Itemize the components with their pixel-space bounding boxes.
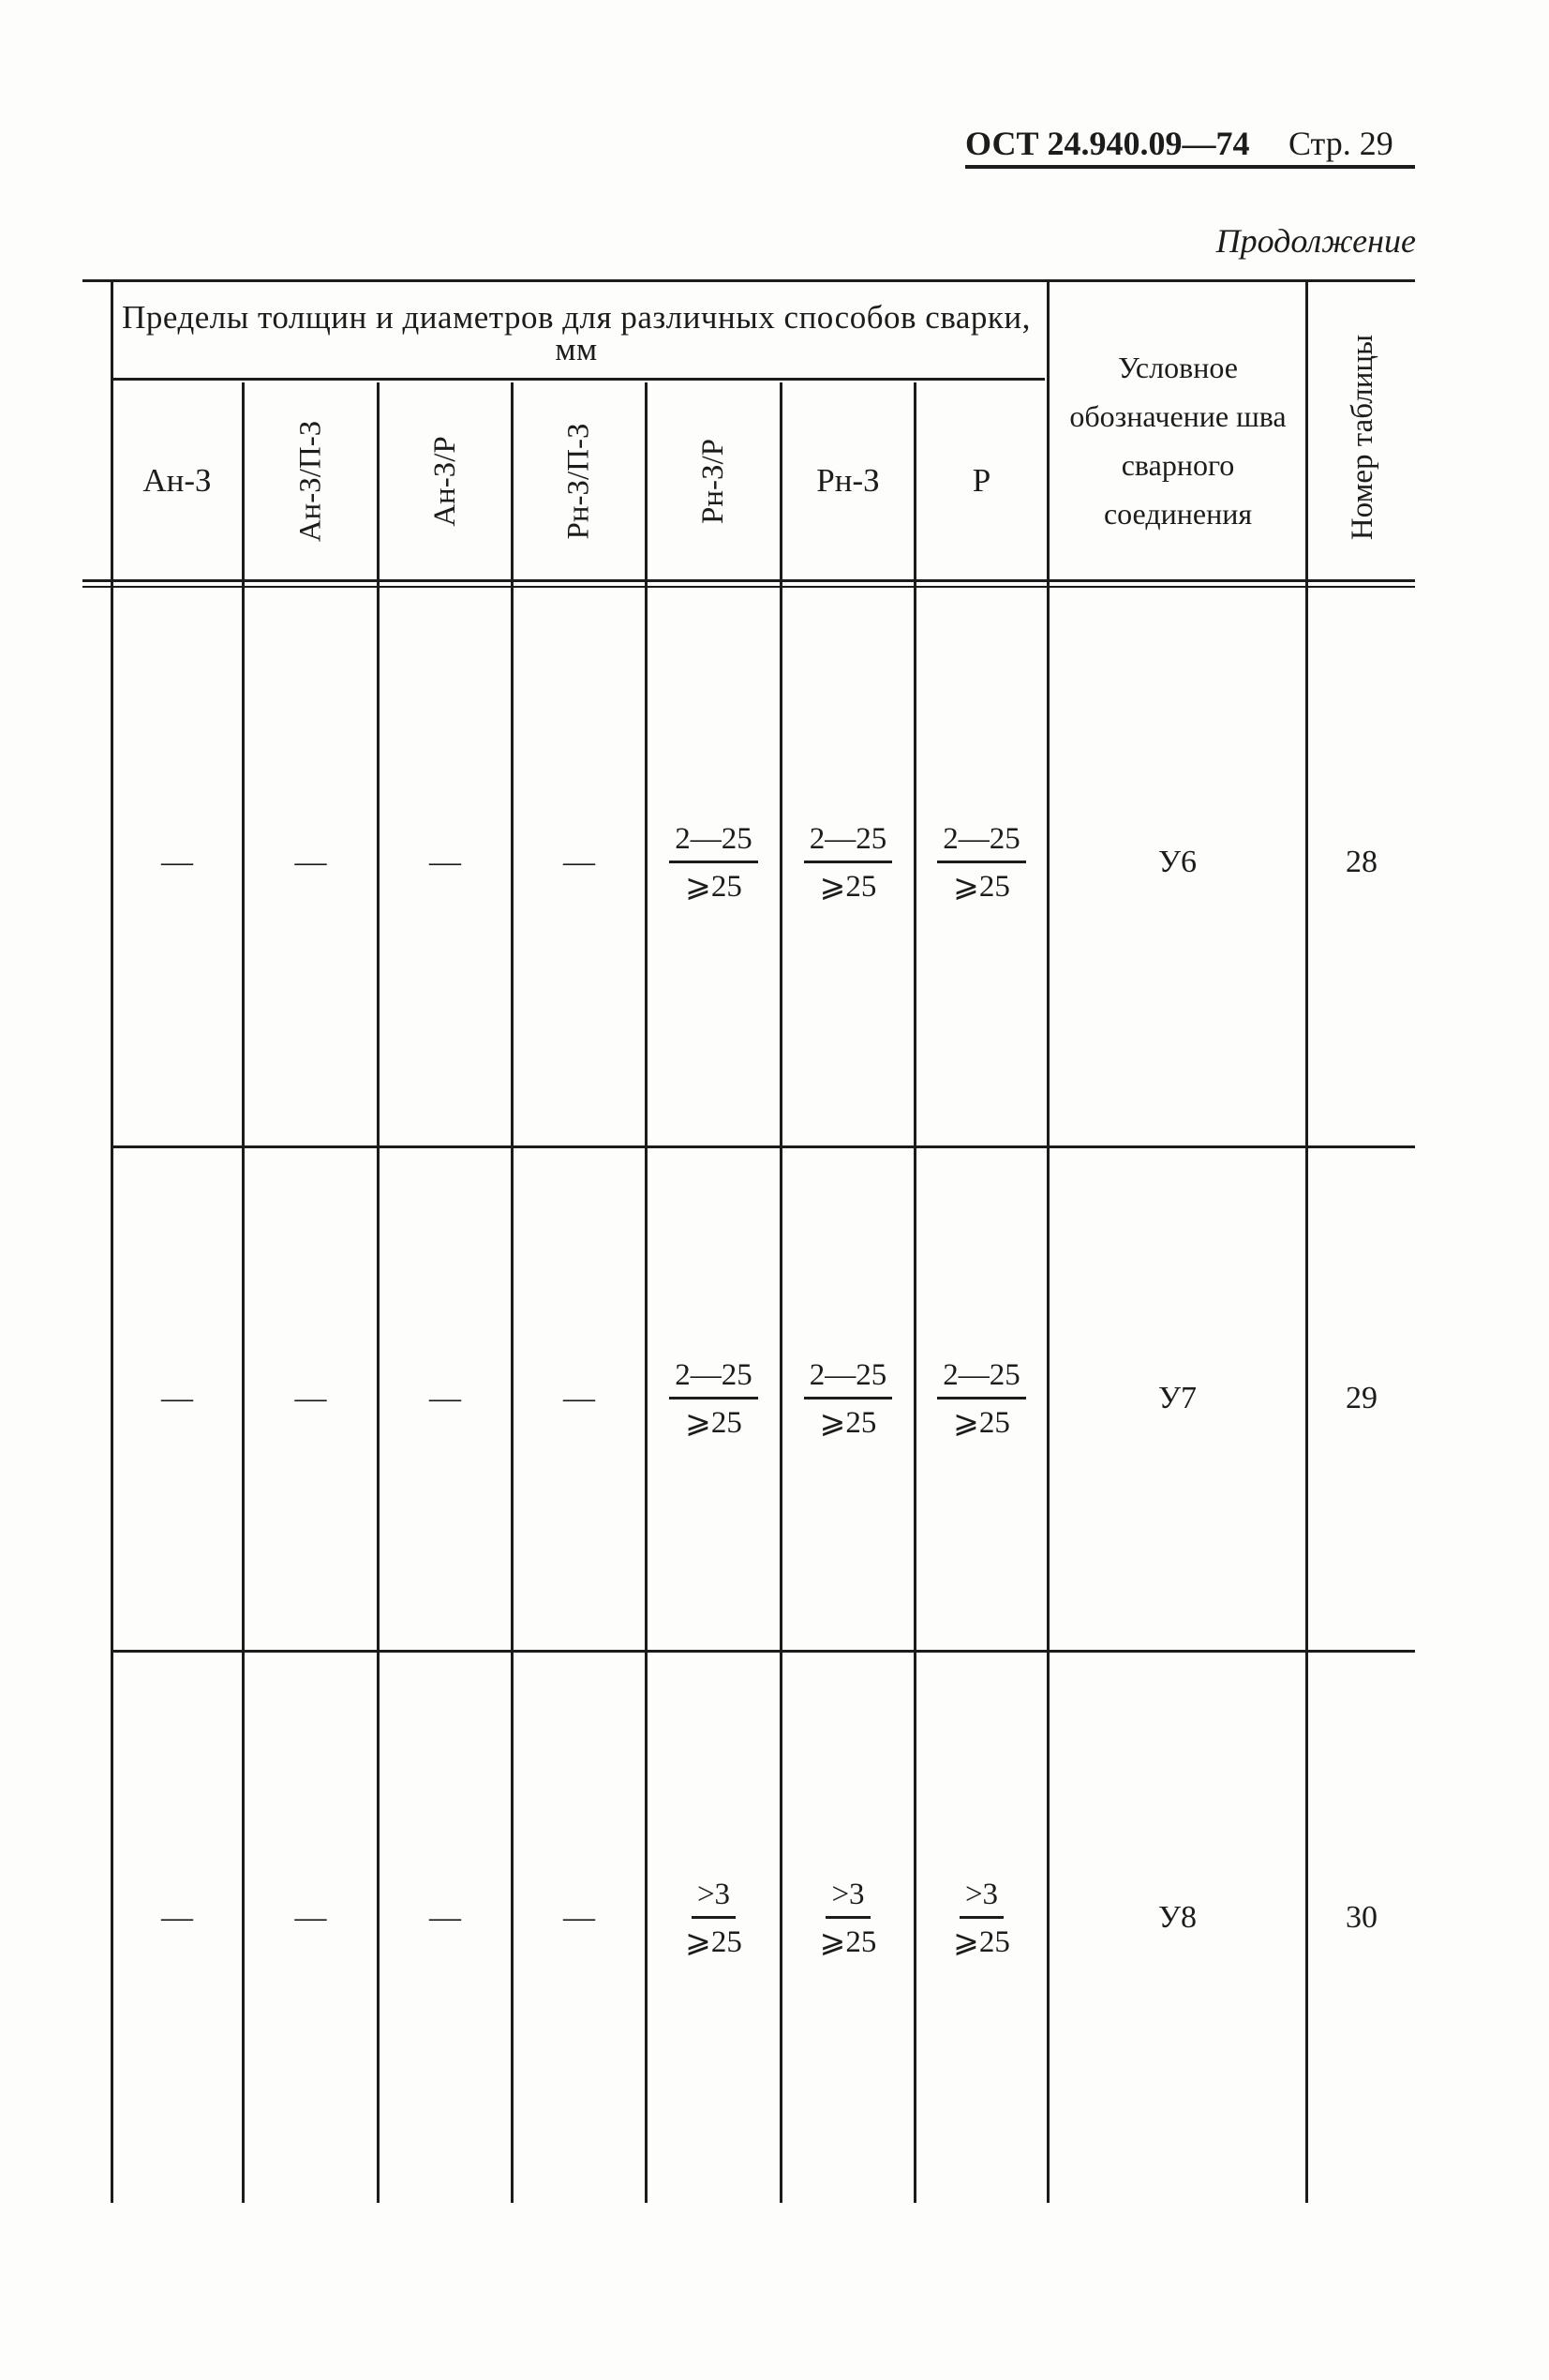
table-cell: —: [294, 1900, 327, 1935]
range-value: 2—25: [804, 821, 893, 863]
table-number: 30: [1346, 1900, 1378, 1935]
column-header-rn-z: [782, 382, 914, 579]
range-value: 2—25: [937, 1357, 1026, 1400]
document-code: ОСТ 24.940.09—74: [965, 125, 1250, 162]
column-header-label: Р: [972, 462, 991, 499]
diameter-value: ⩾25: [819, 1924, 877, 1959]
diameter-value: ⩾25: [685, 1405, 742, 1440]
diameter-value: ⩾25: [953, 1924, 1010, 1959]
table-cell: [916, 1871, 1047, 1965]
table-cell: —: [429, 845, 461, 879]
table-cell: [648, 1871, 780, 1965]
weld-designation: У7: [1157, 1381, 1198, 1415]
range-value: 2—25: [804, 1357, 893, 1400]
range-value: >3: [960, 1877, 1004, 1919]
table-cell: —: [161, 845, 193, 879]
column-header-label: Ан-З/Р: [427, 435, 462, 527]
table-cell: [648, 1352, 780, 1445]
table-number: 29: [1346, 1381, 1378, 1415]
table-cell: —: [429, 1381, 461, 1415]
column-header-label: Рн-З/П-З: [561, 422, 596, 540]
header-rule: [965, 165, 1415, 169]
table-cell: [648, 816, 780, 909]
table-cell: [782, 816, 914, 909]
table-number-header-label: Номер таблицы: [1346, 334, 1380, 540]
table-cell: —: [563, 1381, 595, 1415]
table-cell: [782, 1871, 914, 1965]
column-header-label: Рн-З: [816, 462, 880, 499]
thickness-limits-header: Пределы толщин и диаметров для различных способов сварки, мм: [122, 299, 1031, 367]
table-number: 28: [1346, 845, 1378, 879]
table-cell: —: [563, 1900, 595, 1935]
column-header-label: Ан-З: [142, 462, 212, 499]
diameter-value: ⩾25: [953, 1405, 1010, 1440]
column-header-label: Рн-З/Р: [696, 438, 730, 524]
diameter-value: ⩾25: [819, 869, 877, 904]
table-cell: —: [563, 845, 595, 879]
column-header-an-z: [112, 382, 242, 579]
diameter-value: ⩾25: [819, 1405, 877, 1440]
table-cell: [916, 816, 1047, 909]
diameter-value: ⩾25: [685, 1924, 742, 1959]
column-header-r: [916, 382, 1047, 579]
column-header-an-z-p-z: [245, 382, 377, 579]
column-header-label: Ан-З/П-З: [292, 420, 327, 542]
weld-designation-header: Условное обозначение шва сварного соединения: [1069, 351, 1287, 531]
table-cell: —: [294, 845, 327, 879]
range-value: >3: [826, 1877, 870, 1919]
table-cell: —: [429, 1900, 461, 1935]
continuation-label: Продолжение: [1215, 222, 1416, 260]
table-cell: —: [161, 1381, 193, 1415]
range-value: 2—25: [669, 821, 758, 863]
diameter-value: ⩾25: [953, 869, 1010, 904]
column-header-an-z-r: [380, 382, 511, 579]
page-number: Стр. 29: [1288, 125, 1393, 162]
range-value: 2—25: [937, 821, 1026, 863]
table-number-header: [1307, 287, 1420, 587]
table-cell: —: [161, 1900, 193, 1935]
diameter-value: ⩾25: [685, 869, 742, 904]
table-cell: [916, 1352, 1047, 1445]
table-cell: [782, 1352, 914, 1445]
range-value: >3: [692, 1877, 736, 1919]
range-value: 2—25: [669, 1357, 758, 1400]
weld-designation: У8: [1157, 1900, 1198, 1935]
column-header-rn-z-p-z: [514, 382, 645, 579]
weld-designation: У6: [1157, 845, 1198, 879]
table-cell: —: [294, 1381, 327, 1415]
column-header-rn-z-r: [648, 382, 780, 579]
